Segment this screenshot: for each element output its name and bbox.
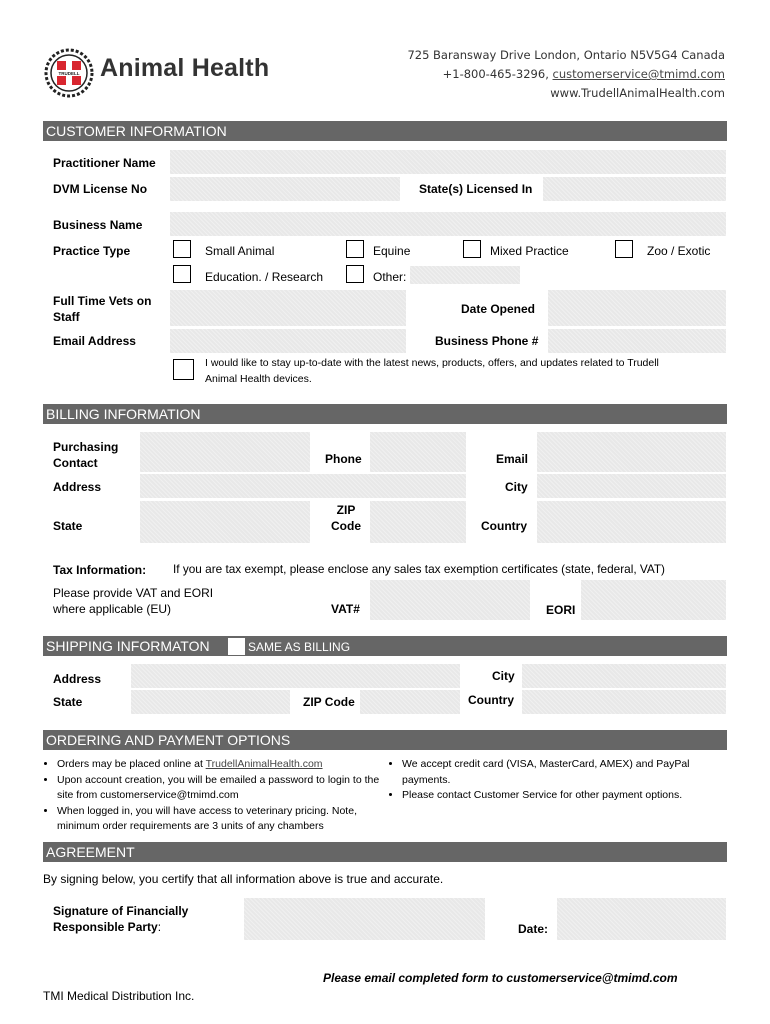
header-email-link[interactable]: customerservice@tmimd.com bbox=[552, 67, 725, 81]
dvm-license-field[interactable] bbox=[170, 177, 400, 201]
header-contact bbox=[443, 65, 725, 84]
full-time-vets-line2: Staff bbox=[53, 310, 80, 324]
checkbox-other[interactable] bbox=[346, 265, 364, 283]
checkbox-education-research[interactable] bbox=[173, 265, 191, 283]
section-ordering-payment: ORDERING AND PAYMENT OPTIONS bbox=[43, 730, 727, 750]
tax-information-text: If you are tax exempt, please enclose any sales tax exemption certificates (state, federal, VAT) bbox=[173, 562, 665, 576]
billing-zip-label bbox=[331, 502, 361, 534]
option-mixed-practice: Mixed Practice bbox=[490, 244, 569, 258]
brand-name: Animal Health bbox=[100, 54, 270, 82]
shipping-address-field[interactable] bbox=[131, 664, 460, 688]
list-item: • When logged in, you will have access to veterinary pricing. Note, minimum order requirements are 3 units of any chambers bbox=[57, 804, 393, 835]
billing-state-label: State bbox=[53, 519, 83, 533]
logo bbox=[43, 48, 95, 98]
section-customer-information: CUSTOMER INFORMATION bbox=[43, 121, 727, 141]
eori-field[interactable] bbox=[581, 580, 726, 620]
newsletter-line1: I would like to stay up-to-date with the latest news, products, offers, and updates related to Trudell bbox=[205, 357, 659, 369]
shipping-zip-field[interactable] bbox=[360, 690, 460, 714]
date-opened-field[interactable] bbox=[548, 290, 726, 326]
email-address-field[interactable] bbox=[170, 329, 406, 353]
date-opened-label: Date Opened bbox=[461, 302, 536, 316]
vat-note bbox=[53, 585, 213, 617]
list-item: • Upon account creation, you will be emailed a password to login to the site from customerservice@tmimd.com bbox=[57, 773, 393, 804]
purchasing-line1: Purchasing bbox=[53, 440, 119, 454]
option-other: Other: bbox=[373, 270, 407, 284]
checkbox-mixed-practice[interactable] bbox=[463, 240, 481, 258]
states-licensed-field[interactable] bbox=[543, 177, 726, 201]
date-field[interactable] bbox=[557, 898, 726, 940]
same-as-billing-label: SAME AS BILLING bbox=[248, 640, 351, 654]
shipping-zip-label: ZIP Code bbox=[303, 695, 355, 709]
dvm-license-label: DVM License No bbox=[53, 182, 148, 196]
checkbox-small-animal[interactable] bbox=[173, 240, 191, 258]
billing-phone-field[interactable] bbox=[370, 432, 466, 472]
checkbox-zoo-exotic[interactable] bbox=[615, 240, 633, 258]
business-name-field[interactable] bbox=[170, 212, 726, 236]
checkbox-newsletter[interactable] bbox=[173, 359, 194, 380]
list-item bbox=[57, 757, 393, 773]
agreement-statement: By signing below, you certify that all information above is true and accurate. bbox=[43, 872, 444, 886]
footer-company: TMI Medical Distribution Inc. bbox=[43, 989, 195, 1003]
option-small-animal: Small Animal bbox=[205, 244, 275, 258]
business-name-label: Business Name bbox=[53, 218, 143, 232]
billing-country-label: Country bbox=[481, 519, 527, 533]
checkbox-same-as-billing[interactable] bbox=[228, 638, 245, 655]
practice-type-label: Practice Type bbox=[53, 244, 131, 258]
billing-state-field[interactable] bbox=[140, 501, 310, 543]
full-time-vets-line1: Full Time Vets on bbox=[53, 294, 152, 308]
signature-line2-text: Responsible Party bbox=[53, 920, 158, 934]
option-education-research: Education. / Research bbox=[205, 270, 324, 284]
billing-zip-field[interactable] bbox=[370, 501, 466, 543]
trudell-site-link[interactable]: TrudellAnimalHealth.com bbox=[205, 758, 323, 770]
option-zoo-exotic: Zoo / Exotic bbox=[647, 244, 711, 258]
shipping-state-field[interactable] bbox=[131, 690, 290, 714]
billing-email-field[interactable] bbox=[537, 432, 726, 472]
purchasing-contact-field[interactable] bbox=[140, 432, 310, 472]
trudell-logo-icon bbox=[43, 48, 95, 98]
ordering-left-list bbox=[43, 757, 393, 835]
header-website: www.TrudellAnimalHealth.com bbox=[550, 86, 725, 100]
shipping-state-label: State bbox=[53, 695, 83, 709]
order-online-text: Orders may be placed online at bbox=[57, 758, 206, 770]
billing-phone-label: Phone bbox=[325, 452, 362, 466]
shipping-city-label: City bbox=[492, 669, 515, 683]
billing-country-field[interactable] bbox=[537, 501, 726, 543]
zip-line2: Code bbox=[331, 519, 361, 533]
section-shipping-information bbox=[43, 636, 727, 656]
states-licensed-label: State(s) Licensed In bbox=[419, 182, 533, 196]
tax-information-label: Tax Information: bbox=[53, 563, 147, 577]
shipping-country-label: Country bbox=[468, 693, 514, 707]
shipping-country-field[interactable] bbox=[522, 690, 726, 714]
signature-field[interactable] bbox=[244, 898, 485, 940]
list-item: • Please contact Customer Service for other payment options. bbox=[402, 788, 732, 804]
header-address: 725 Baransway Drive London, Ontario N5V5G4 Canada bbox=[407, 48, 725, 62]
vat-field[interactable] bbox=[370, 580, 530, 620]
header-phone: +1-800-465-3296, bbox=[442, 67, 549, 81]
billing-email-label: Email bbox=[496, 452, 529, 466]
shipping-address-label: Address bbox=[53, 672, 102, 686]
practitioner-name-field[interactable] bbox=[170, 150, 726, 174]
eori-label: EORI bbox=[546, 603, 576, 617]
vat-note-line1: Please provide VAT and EORI bbox=[53, 586, 214, 600]
vat-note-line2: where applicable (EU) bbox=[53, 602, 172, 616]
email-address-label: Email Address bbox=[53, 334, 136, 348]
purchasing-contact-label bbox=[53, 439, 118, 471]
zip-line1: ZIP bbox=[336, 503, 356, 517]
shipping-title: SHIPPING INFORMATON bbox=[46, 638, 210, 654]
full-time-vets-label bbox=[53, 293, 151, 325]
other-practice-field[interactable] bbox=[410, 266, 520, 284]
purchasing-line2: Contact bbox=[53, 456, 98, 470]
email-instruction: Please email completed form to customerservice@tmimd.com bbox=[323, 971, 678, 985]
signature-line1: Signature of Financially bbox=[53, 904, 189, 918]
svg-text:TRUDELL: TRUDELL bbox=[58, 71, 80, 76]
section-billing-information: BILLING INFORMATION bbox=[43, 404, 727, 424]
signature-colon: : bbox=[157, 920, 162, 934]
date-label: Date: bbox=[518, 922, 549, 936]
billing-address-field[interactable] bbox=[140, 474, 466, 498]
section-agreement: AGREEMENT bbox=[43, 842, 727, 862]
full-time-vets-field[interactable] bbox=[170, 290, 406, 326]
list-item: • We accept credit card (VISA, MasterCard, AMEX) and PayPal payments. bbox=[402, 757, 732, 788]
business-phone-label: Business Phone # bbox=[435, 334, 539, 348]
newsletter-line2: Animal Health devices. bbox=[205, 372, 312, 385]
business-phone-field[interactable] bbox=[548, 329, 726, 353]
checkbox-equine[interactable] bbox=[346, 240, 364, 258]
newsletter-text bbox=[205, 356, 659, 387]
signature-line2 bbox=[53, 919, 188, 935]
ordering-right-list bbox=[388, 757, 732, 804]
billing-address-label: Address bbox=[53, 480, 102, 494]
billing-city-field[interactable] bbox=[537, 474, 726, 498]
option-equine: Equine bbox=[373, 244, 411, 258]
shipping-city-field[interactable] bbox=[522, 664, 726, 688]
signature-label bbox=[53, 903, 188, 935]
practitioner-name-label: Practitioner Name bbox=[53, 156, 156, 170]
billing-city-label: City bbox=[505, 480, 528, 494]
vat-label: VAT# bbox=[331, 602, 360, 616]
